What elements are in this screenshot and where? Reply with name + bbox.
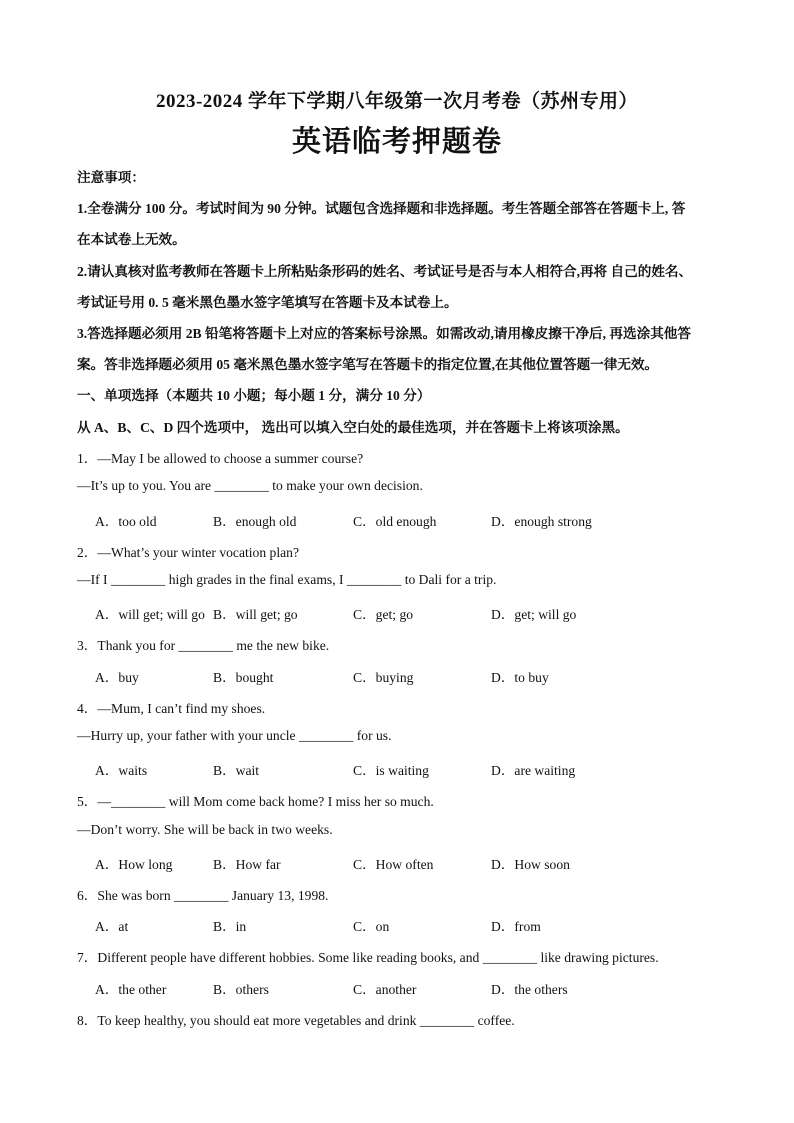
- option-d: D．How soon: [491, 857, 570, 872]
- question-3-options: [95, 666, 735, 684]
- option-b: B．others: [213, 982, 269, 997]
- option-c: C．is waiting: [353, 763, 429, 778]
- question-5-options: [95, 853, 735, 871]
- option-a: A．waits: [95, 763, 148, 778]
- option-a: A．too old: [95, 514, 157, 529]
- question-2-stem: 2．—What’s your winter vocation plan?: [77, 545, 299, 560]
- question-2-reply: —If I ________ high grades in the final exams, I ________ to Dali for a trip.: [77, 572, 497, 587]
- note-line-5: 3.答选择题必须用 2B 铅笔将答题卡上对应的答案标号涂黑。如需改动,请用橡皮擦干净后, 再选涂其他答: [77, 326, 691, 341]
- note-line-3: 2.请认真核对监考教师在答题卡上所粘贴条形码的姓名、考试证号是否与本人相符合,再将 自己的姓名、: [77, 264, 693, 279]
- question-2-options: [95, 603, 735, 621]
- question-6-options: [95, 915, 735, 933]
- option-d: D．from: [491, 919, 541, 934]
- notes-heading: 注意事项：: [77, 170, 145, 185]
- option-d: D．get; will go: [491, 607, 577, 622]
- option-d: D．to buy: [491, 670, 549, 685]
- option-a: A．at: [95, 919, 129, 934]
- option-c: C．old enough: [353, 514, 437, 529]
- note-line-2: 在本试卷上无效。: [77, 232, 186, 247]
- section-heading: 一、单项选择（本题共 10 小题；每小题 1 分，满分 10 分）: [77, 388, 431, 403]
- exam-subtitle: 英语临考押题卷: [291, 126, 502, 158]
- section-instruction: 从 A、B、C、D 四个选项中， 选出可以填入空白处的最佳选项，并在答题卡上将该项涂黑。: [77, 420, 629, 435]
- option-a: A．How long: [95, 857, 173, 872]
- note-line-1: 1.全卷满分 100 分。考试时间为 90 分钟。试题包含选择题和非选择题。考生答题全部答在答题卡上, 答: [77, 201, 686, 216]
- option-b: B．enough old: [213, 514, 297, 529]
- question-4-options: [95, 759, 735, 777]
- option-a: A．the other: [95, 982, 167, 997]
- option-b: B．bought: [213, 670, 274, 685]
- option-b: B．will get; go: [213, 607, 298, 622]
- option-d: D．are waiting: [491, 763, 576, 778]
- question-1-reply: —It’s up to you. You are ________ to make your own decision.: [77, 478, 423, 493]
- option-a: A．will get; will go: [95, 607, 205, 622]
- note-line-6: 案。答非选择题必须用 05 毫米黑色墨水签字笔写在答题卡的指定位置,在其他位置答题一律无效。: [77, 357, 659, 372]
- option-c: C．another: [353, 982, 417, 997]
- question-5-reply: —Don’t worry. She will be back in two weeks.: [77, 822, 333, 837]
- question-7-options: [95, 978, 735, 996]
- option-d: D．enough strong: [491, 514, 592, 529]
- question-8-stem: 8．To keep healthy, you should eat more vegetables and drink ________ coffee.: [77, 1013, 515, 1028]
- option-b: B．in: [213, 919, 247, 934]
- question-3-stem: 3．Thank you for ________ me the new bike.: [77, 638, 330, 653]
- question-4-stem: 4．—Mum, I can’t find my shoes.: [77, 701, 266, 716]
- question-5-stem: 5．—________ will Mom come back home? I miss her so much.: [77, 794, 434, 809]
- option-c: C．on: [353, 919, 390, 934]
- question-7-stem: 7．Different people have different hobbies. Some like reading books, and ________ like drawing pictures.: [77, 950, 659, 965]
- question-4-reply: —Hurry up, your father with your uncle ________ for us.: [77, 728, 392, 743]
- option-b: B．wait: [213, 763, 260, 778]
- option-c: C．buying: [353, 670, 414, 685]
- option-a: A．buy: [95, 670, 139, 685]
- option-c: C．get; go: [353, 607, 414, 622]
- question-1-options: [95, 510, 735, 528]
- exam-title: 2023-2024 学年下学期八年级第一次月考卷（苏州专用）: [155, 91, 639, 112]
- option-c: C．How often: [353, 857, 434, 872]
- question-6-stem: 6．She was born ________ January 13, 1998.: [77, 888, 329, 903]
- option-d: D．the others: [491, 982, 568, 997]
- option-b: B．How far: [213, 857, 281, 872]
- question-1-stem: 1．—May I be allowed to choose a summer course?: [77, 451, 364, 466]
- note-line-4: 考试证号用 0. 5 毫米黑色墨水签字笔填写在答题卡及本试卷上。: [77, 295, 458, 310]
